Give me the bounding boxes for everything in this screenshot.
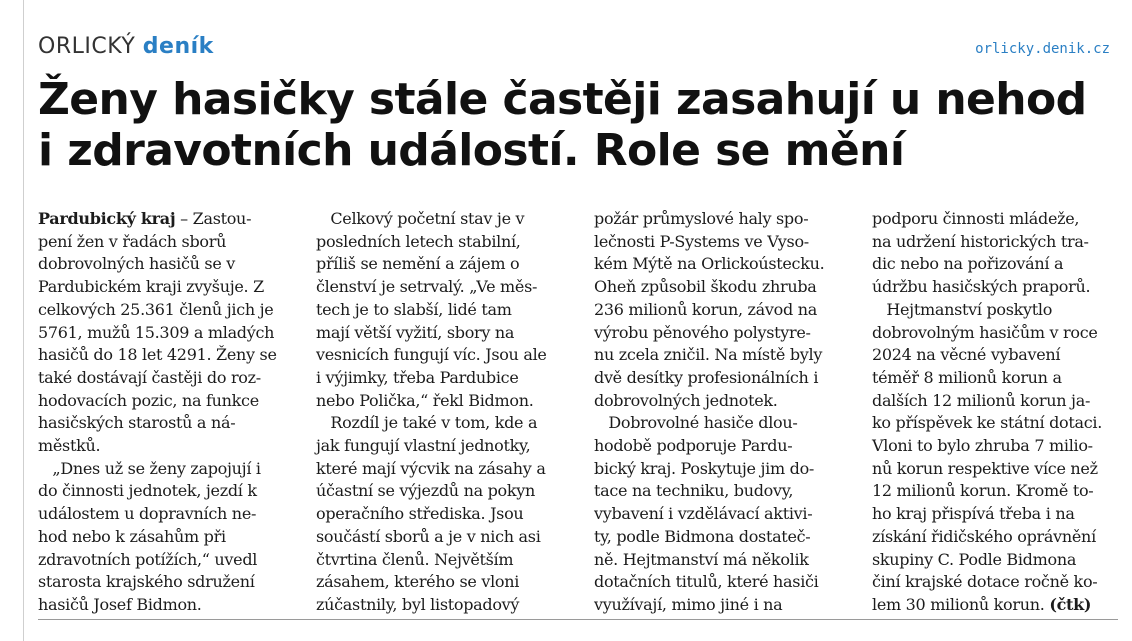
line-text: „Dnes už se ženy zapojují i (38, 458, 261, 478)
article-text-line (38, 390, 292, 413)
line-text: dobrovolným hasičům v roce (872, 322, 1098, 342)
article-text-line (316, 526, 570, 549)
article-text-line (316, 435, 570, 458)
line-text: hasičů do 18 let 4291. Ženy se (38, 345, 277, 365)
article-text-line (594, 458, 848, 481)
article-text-line (316, 594, 570, 617)
line-text: podporu činnosti mládeže, (872, 209, 1080, 228)
article-text-line (38, 503, 292, 526)
agency-credit: (čtk) (1049, 594, 1092, 614)
article-text-line (872, 344, 1126, 367)
article-text-line (594, 526, 848, 549)
line-text: Hejtmanství poskytlo (872, 299, 1053, 319)
article-text-line (872, 367, 1126, 390)
line-text: celkových 25.361 členů jich je (38, 299, 274, 319)
article-text-line (872, 435, 1126, 458)
line-text: Celkový početní stav je v (316, 209, 525, 228)
line-text: Vloni to bylo zhruba 7 milio- (872, 436, 1093, 456)
article-text-line (38, 253, 292, 276)
article-text-line (38, 367, 292, 390)
article-text-line (38, 208, 292, 231)
article-text-line (38, 231, 292, 254)
article-text-line (38, 412, 292, 435)
line-text: lem 30 milionů korun. (872, 594, 1050, 614)
line-text: účastní se výjezdů na pokyn (316, 481, 536, 501)
article-text-line (872, 231, 1126, 254)
article-text-line (872, 299, 1126, 322)
line-text: 5761, mužů 15.309 a mladých (38, 322, 275, 342)
article-text-line (38, 458, 292, 481)
article-text-line (872, 412, 1126, 435)
line-text: vesnicích fungují víc. Jsou ale (316, 345, 547, 365)
line-text: i výjimky, třeba Pardubice (316, 367, 519, 387)
article-text-line (594, 344, 848, 367)
line-text: nebo Polička,“ řekl Bidmon. (316, 390, 534, 410)
line-text: ně. Hejtmanství má několik (594, 549, 809, 569)
article-text-line (872, 253, 1126, 276)
article-text-line (316, 571, 570, 594)
article-text-line (872, 480, 1126, 503)
line-text: Dobrovolné hasiče dlou- (594, 413, 798, 433)
article-text-line (594, 503, 848, 526)
line-text: činí krajské dotace ročně ko- (872, 572, 1098, 592)
article-text-line (316, 208, 570, 231)
article-text-line (38, 526, 292, 549)
dateline: Pardubický kraj (38, 209, 176, 228)
article-text-line (594, 253, 848, 276)
article-text-line (38, 594, 292, 617)
article-column-3 (594, 208, 848, 617)
article-text-line (38, 344, 292, 367)
brand-sub: deník (142, 34, 214, 59)
article-text-line (38, 435, 292, 458)
article-text-line (594, 549, 848, 572)
article-text-line (594, 390, 848, 413)
line-text: ty, podle Bidmona dostateč- (594, 526, 811, 546)
line-text: ho kraj přispívá třeba i na (872, 504, 1075, 524)
line-text: pení žen v řadách sborů (38, 231, 227, 251)
article-text-line (594, 571, 848, 594)
line-text: lečnosti P-Systems ve Vyso- (594, 231, 809, 251)
line-text: operačního střediska. Jsou (316, 504, 524, 524)
article-text-line (316, 231, 570, 254)
line-text: dvě desítky profesionálních i (594, 367, 819, 387)
line-text: hod nebo k zásahům při (38, 526, 226, 546)
article-text-line (872, 571, 1126, 594)
line-text: požár průmyslové haly spo- (594, 209, 809, 228)
article-text-line (872, 276, 1126, 299)
article-text-line (594, 208, 848, 231)
line-text: hasičských starostů a ná- (38, 413, 236, 433)
line-text: skupiny C. Podle Bidmona (872, 549, 1077, 569)
line-text: zúčastnily, byl listopadový (316, 594, 520, 614)
article-text-line (594, 480, 848, 503)
line-text: dobrovolných hasičů se v (38, 254, 236, 274)
line-text: které mají výcvik na zásahy a (316, 458, 546, 478)
article-text-line (316, 412, 570, 435)
line-text: Pardubickém kraji zvyšuje. Z (38, 277, 264, 297)
line-text: hasičů Josef Bidmon. (38, 594, 202, 614)
line-text: tech je to slabší, lidé tam (316, 299, 512, 319)
line-text: čtvrtina členů. Největším (316, 549, 514, 569)
line-text: získání řidičského oprávnění (872, 526, 1096, 546)
line-text: jak fungují vlastní jednotky, (316, 436, 531, 456)
site-url[interactable]: orlicky.denik.cz (975, 41, 1110, 57)
line-text: zdravotních potížích,“ uvedl (38, 549, 258, 569)
brand-name: ORLICKÝ (38, 34, 136, 59)
line-text: městků. (38, 436, 101, 456)
line-text: dobrovolných jednotek. (594, 390, 778, 410)
line-text: také dostávají častěji do roz- (38, 367, 261, 387)
line-text: dalších 12 milionů korun ja- (872, 390, 1091, 410)
article-text-line (594, 231, 848, 254)
article-text-line (872, 594, 1126, 617)
article-text-line (316, 549, 570, 572)
article-text-line (872, 208, 1126, 231)
line-text: posledních letech stabilní, (316, 231, 521, 251)
line-text: 2024 na věcné vybavení (872, 345, 1061, 365)
article-column-4 (872, 208, 1126, 617)
article-text-line (316, 253, 570, 276)
article-column-1 (38, 208, 292, 617)
line-text: Rozdíl je také v tom, kde a (316, 413, 538, 433)
line-text: 12 milionů korun. Kromě to- (872, 481, 1094, 501)
line-text: hodovacích pozic, na funkce (38, 390, 259, 410)
line-text: bický kraj. Poskytuje jim do- (594, 458, 815, 478)
article-text-line (594, 435, 848, 458)
article-text-line (872, 458, 1126, 481)
article-text-line (594, 594, 848, 617)
article-text-line (38, 276, 292, 299)
article-text-line (872, 322, 1126, 345)
line-text: členství je setrvalý. „Ve měs- (316, 277, 538, 297)
page-left-rule (23, 0, 24, 641)
line-text: nu zcela zničil. Na místě byly (594, 345, 823, 365)
line-text: téměř 8 milionů korun a (872, 367, 1062, 387)
article-text-line (316, 458, 570, 481)
article-text-line (38, 549, 292, 572)
article-text-line (316, 503, 570, 526)
article-text-line (316, 367, 570, 390)
article-text-line (316, 390, 570, 413)
line-text: dotačních titulů, které hasiči (594, 572, 819, 592)
line-text: kém Mýtě na Orlickoústecku. (594, 254, 825, 274)
article-text-line (872, 503, 1126, 526)
line-text: starosta krajského sdružení (38, 572, 255, 592)
article-text-line (38, 480, 292, 503)
line-text: využívají, mimo jiné i na (594, 594, 783, 614)
line-text: tace na techniku, budovy, (594, 481, 794, 501)
line-text: dic nebo na pořizování a (872, 254, 1064, 274)
article-text-line (872, 390, 1126, 413)
line-text: zásahem, kterého se vloni (316, 572, 520, 592)
article-text-line (594, 367, 848, 390)
line-text: Oheň způsobil škodu zhruba (594, 277, 817, 297)
article-text-line (38, 322, 292, 345)
article-text-line (316, 276, 570, 299)
line-text: na udržení historických tra- (872, 231, 1089, 251)
masthead-logo[interactable] (38, 34, 214, 59)
article-text-line (38, 299, 292, 322)
article-text-line (594, 299, 848, 322)
line-text: do činnosti jednotek, jezdí k (38, 481, 257, 501)
article-text-line (316, 344, 570, 367)
line-text: hodobě podporuje Pardu- (594, 436, 793, 456)
article-text-line (316, 480, 570, 503)
article-text-line (872, 526, 1126, 549)
article-text-line (38, 571, 292, 594)
article-text-line (594, 276, 848, 299)
headline-line-1: Ženy hasičky stále častěji zasahují u nehod (38, 74, 1087, 125)
article-text-line (594, 412, 848, 435)
article-text-line (316, 322, 570, 345)
headline-line-2: i zdravotních událostí. Role se mění (38, 125, 905, 176)
article-text-line (316, 299, 570, 322)
line-text: údržbu hasičských praporů. (872, 277, 1091, 297)
article-text-line (872, 549, 1126, 572)
line-text: mají větší vyžití, sbory na (316, 322, 515, 342)
article-column-2 (316, 208, 570, 617)
line-text: ko příspěvek ke státní dotaci. (872, 413, 1103, 433)
line-text: – Zastou- (175, 209, 252, 228)
line-text: 236 milionů korun, závod na (594, 299, 817, 319)
article-headline (38, 74, 1118, 176)
line-text: nů korun respektive více než (872, 458, 1098, 478)
line-text: událostem u dopravních ne- (38, 504, 257, 524)
line-text: výrobu pěnového polystyre- (594, 322, 811, 342)
line-text: příliš se nemění a zájem o (316, 254, 520, 274)
article-text-line (594, 322, 848, 345)
bottom-divider (38, 619, 1118, 620)
line-text: vybavení i vzdělávací aktivi- (594, 504, 813, 524)
line-text: součástí sborů a je v nich asi (316, 526, 541, 546)
